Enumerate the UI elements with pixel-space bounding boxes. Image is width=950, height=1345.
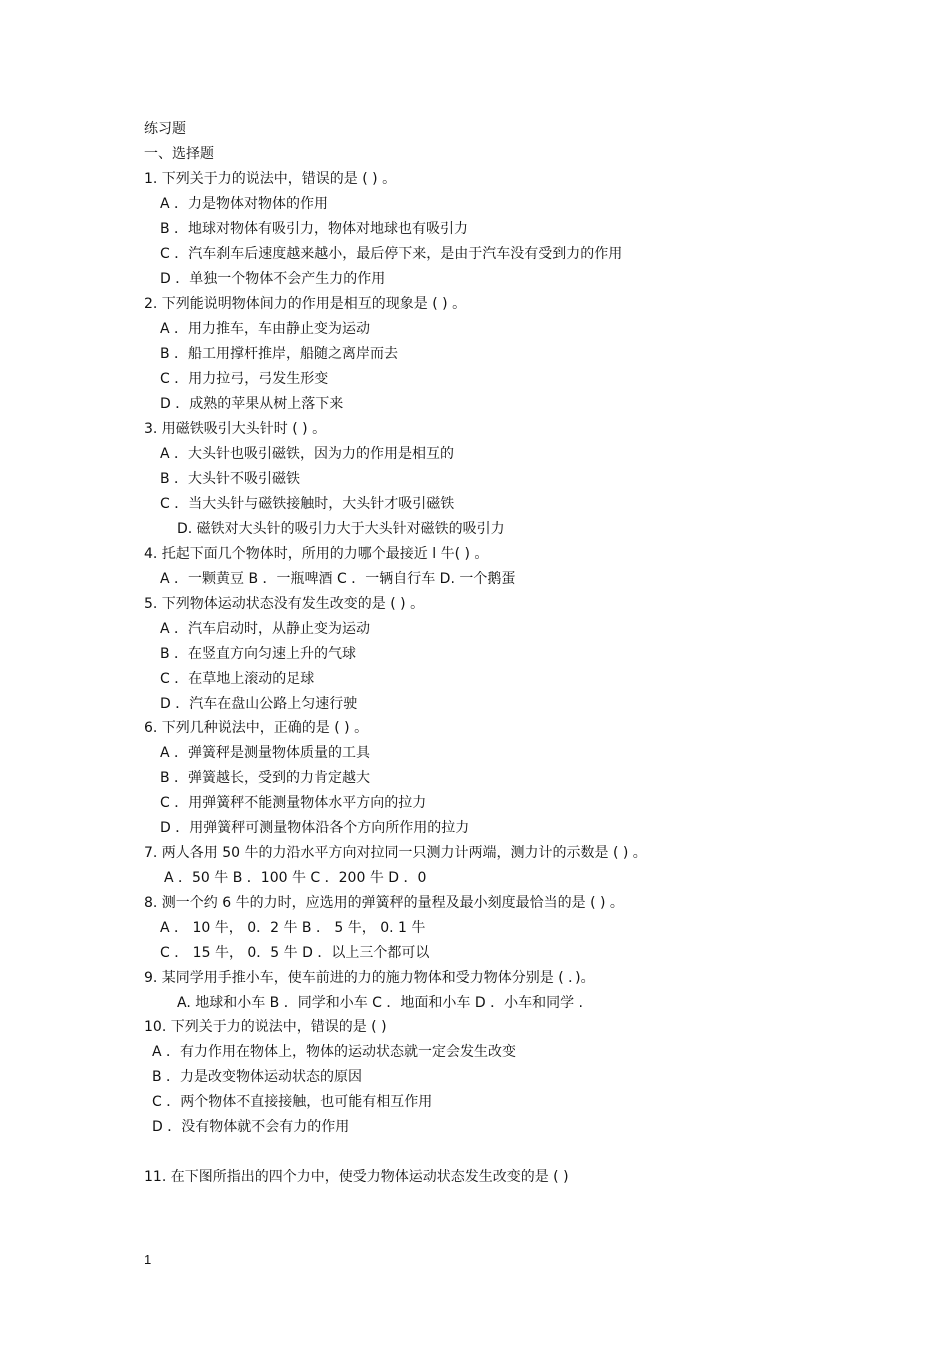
- question-6: 6. 下列几种说法中，正确的是 ( ) 。: [144, 720, 369, 736]
- q3-option-a: A ．大头针也吸引磁铁，因为力的作用是相互的: [160, 446, 455, 462]
- q10-option-b: B ．力是改变物体运动状态的原因: [152, 1069, 363, 1085]
- question-9: 9. 某同学用手推小车，使车前进的力的施力物体和受力物体分别是 ( ．)。: [144, 970, 595, 986]
- page-number: 1: [144, 1252, 152, 1267]
- question-3: 3. 用磁铁吸引大头针时 ( ) 。: [144, 421, 327, 437]
- q2-option-d: D ．成熟的苹果从树上落下来: [160, 396, 344, 412]
- q2-option-c: C ．用力拉弓，弓发生形变: [160, 371, 329, 387]
- question-1: 1. 下列关于力的说法中，错误的是 ( ) 。: [144, 171, 397, 187]
- question-10: 10. 下列关于力的说法中，错误的是 ( ): [144, 1019, 387, 1035]
- q4-options: A ．一颗黄豆 B ．一瓶啤酒 C ．一辆自行车 D. 一个鹅蛋: [160, 571, 516, 587]
- q6-option-c: C ．用弹簧秤不能测量物体水平方向的拉力: [160, 795, 427, 811]
- q5-option-c: C ．在草地上滚动的足球: [160, 671, 315, 687]
- q8-options-ab: A ． 10 牛， 0．2 牛 B ． 5 牛， 0. 1 牛: [160, 920, 426, 936]
- question-8: 8. 测一个约 6 牛的力时，应选用的弹簧秤的量程及最小刻度最恰当的是 ( ) 。: [144, 895, 624, 911]
- q6-option-d: D ．用弹簧秤可测量物体沿各个方向所作用的拉力: [160, 820, 470, 836]
- question-7: 7. 两人各用 50 牛的力沿水平方向对拉同一只测力计两端，测力计的示数是 ( ) 。: [144, 845, 647, 861]
- question-4: 4. 托起下面几个物体时，所用的力哪个最接近 l 牛( ) 。: [144, 546, 489, 562]
- q1-option-b: B ．地球对物体有吸引力，物体对地球也有吸引力: [160, 221, 469, 237]
- q10-option-a: A ．有力作用在物体上，物体的运动状态就一定会发生改变: [152, 1044, 517, 1060]
- q10-option-d: D ．没有物体就不会有力的作用: [152, 1119, 350, 1135]
- question-2: 2. 下列能说明物体间力的作用是相互的现象是 ( ) 。: [144, 296, 467, 312]
- q10-option-c: C ．两个物体不直接接触，也可能有相互作用: [152, 1094, 433, 1110]
- q6-option-a: A ．弹簧秤是测量物体质量的工具: [160, 745, 371, 761]
- q3-option-c: C ．当大头针与磁铁接触时，大头针才吸引磁铁: [160, 496, 455, 512]
- q9-options: A. 地球和小车 B ．同学和小车 C ．地面和小车 D ．小车和同学 .: [177, 995, 583, 1011]
- q1-option-c: C ．汽车刹车后速度越来越小，最后停下来，是由于汽车没有受到力的作用: [160, 246, 623, 262]
- q5-option-b: B ．在竖直方向匀速上升的气球: [160, 646, 357, 662]
- q3-option-b: B ．大头针不吸引磁铁: [160, 471, 301, 487]
- q5-option-d: D ．汽车在盘山公路上匀速行驶: [160, 696, 358, 712]
- q2-option-a: A ．用力推车，车由静止变为运动: [160, 321, 371, 337]
- q8-options-cd: C ． 15 牛， 0．5 牛 D ．以上三个都可以: [160, 945, 430, 961]
- q1-option-d: D ．单独一个物体不会产生力的作用: [160, 271, 386, 287]
- q2-option-b: B ．船工用撑杆推岸，船随之离岸而去: [160, 346, 399, 362]
- question-11: 11. 在下图所指出的四个力中，使受力物体运动状态发生改变的是 ( ): [144, 1169, 569, 1185]
- q1-option-a: A ．力是物体对物体的作用: [160, 196, 329, 212]
- q7-options: A ．50 牛 B ．100 牛 C ．200 牛 D ．0: [164, 870, 427, 886]
- q5-option-a: A ．汽车启动时，从静止变为运动: [160, 621, 371, 637]
- q6-option-b: B ．弹簧越长，受到的力肯定越大: [160, 770, 371, 786]
- question-5: 5. 下列物体运动状态没有发生改变的是 ( ) 。: [144, 596, 425, 612]
- q3-option-d: D. 磁铁对大头针的吸引力大于大头针对磁铁的吸引力: [177, 521, 505, 537]
- section-heading: 一、选择题: [144, 146, 214, 162]
- page-title: 练习题: [144, 121, 186, 137]
